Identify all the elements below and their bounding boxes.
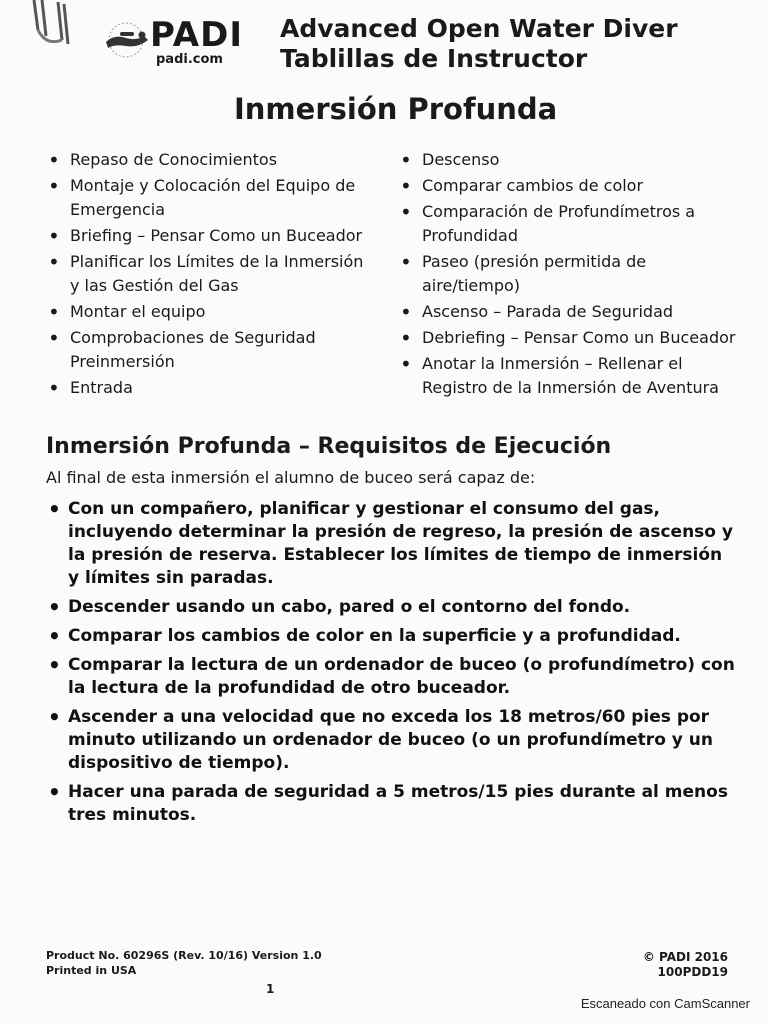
- padi-logo: [98, 14, 258, 70]
- brand-url: padi.com: [156, 52, 223, 67]
- header-title-line-2: Tablillas de Instructor: [280, 44, 588, 73]
- list-item: • Paseo (presión permitida de aire/tiempo): [398, 250, 738, 298]
- document-code: 100PDD19: [657, 965, 728, 979]
- list-item: • Montaje y Colocación del Equipo de Emergencia: [46, 174, 376, 222]
- requirement-item: • Con un compañero, planificar y gestionar el consumo del gas, incluyendo determinar la presión de regreso, la presión de ascenso y la presión de reserva. Establecer los límites de tiempo de inmersión y límites sin paradas.: [46, 498, 736, 590]
- requirements-list: [46, 498, 736, 833]
- page-title: Inmersión Profunda: [234, 92, 558, 126]
- copyright: © PADI 2016: [642, 950, 728, 964]
- list-item: • Anotar la Inmersión – Rellenar el Registro de la Inmersión de Aventura: [398, 352, 738, 400]
- list-item: • Ascenso – Parada de Seguridad: [398, 300, 738, 324]
- header-title: [280, 14, 678, 74]
- list-item: • Repaso de Conocimientos: [46, 148, 376, 172]
- requirements-heading: Inmersión Profunda – Requisitos de Ejecución: [46, 434, 612, 459]
- list-item: • Briefing – Pensar Como un Buceador: [46, 224, 376, 248]
- dive-steps-right-column: [398, 148, 738, 402]
- scanner-watermark: Escaneado con CamScanner: [580, 996, 750, 1011]
- printed-in: Printed in USA: [46, 964, 137, 977]
- list-item: • Entrada: [46, 376, 376, 400]
- binder-clip-icon: [28, 0, 72, 48]
- product-info: [46, 948, 322, 978]
- list-item: • Comparación de Profundímetros a Profundidad: [398, 200, 738, 248]
- requirements-intro: Al final de esta inmersión el alumno de buceo será capaz de:: [46, 468, 536, 487]
- dive-steps-left-column: [46, 148, 376, 402]
- requirement-item: • Descender usando un cabo, pared o el contorno del fondo.: [46, 596, 736, 619]
- list-item: • Descenso: [398, 148, 738, 172]
- list-item: • Montar el equipo: [46, 300, 376, 324]
- requirement-item: • Ascender a una velocidad que no exceda los 18 metros/60 pies por minuto utilizando un ordenador de buceo (o un profundímetro y un dispositivo de tiempo).: [46, 706, 736, 775]
- list-item: • Comprobaciones de Seguridad Preinmersión: [46, 326, 376, 374]
- list-item: • Planificar los Límites de la Inmersión y las Gestión del Gas: [46, 250, 376, 298]
- brand-name: PADI: [150, 15, 243, 55]
- requirement-item: • Comparar los cambios de color en la superficie y a profundidad.: [46, 625, 736, 648]
- requirement-item: • Comparar la lectura de un ordenador de buceo (o profundímetro) con la lectura de la profundidad de otro buceador.: [46, 654, 736, 700]
- copyright-info: [643, 950, 728, 980]
- product-number: Product No. 60296S (Rev. 10/16) Version 1.0: [46, 949, 322, 962]
- diver-icon: [98, 20, 154, 60]
- header-title-line-1: Advanced Open Water Diver: [280, 14, 678, 43]
- list-item: • Comparar cambios de color: [398, 174, 738, 198]
- requirement-item: • Hacer una parada de seguridad a 5 metros/15 pies durante al menos tres minutos.: [46, 781, 736, 827]
- list-item: • Debriefing – Pensar Como un Buceador: [398, 326, 738, 350]
- page-number: 1: [266, 982, 275, 996]
